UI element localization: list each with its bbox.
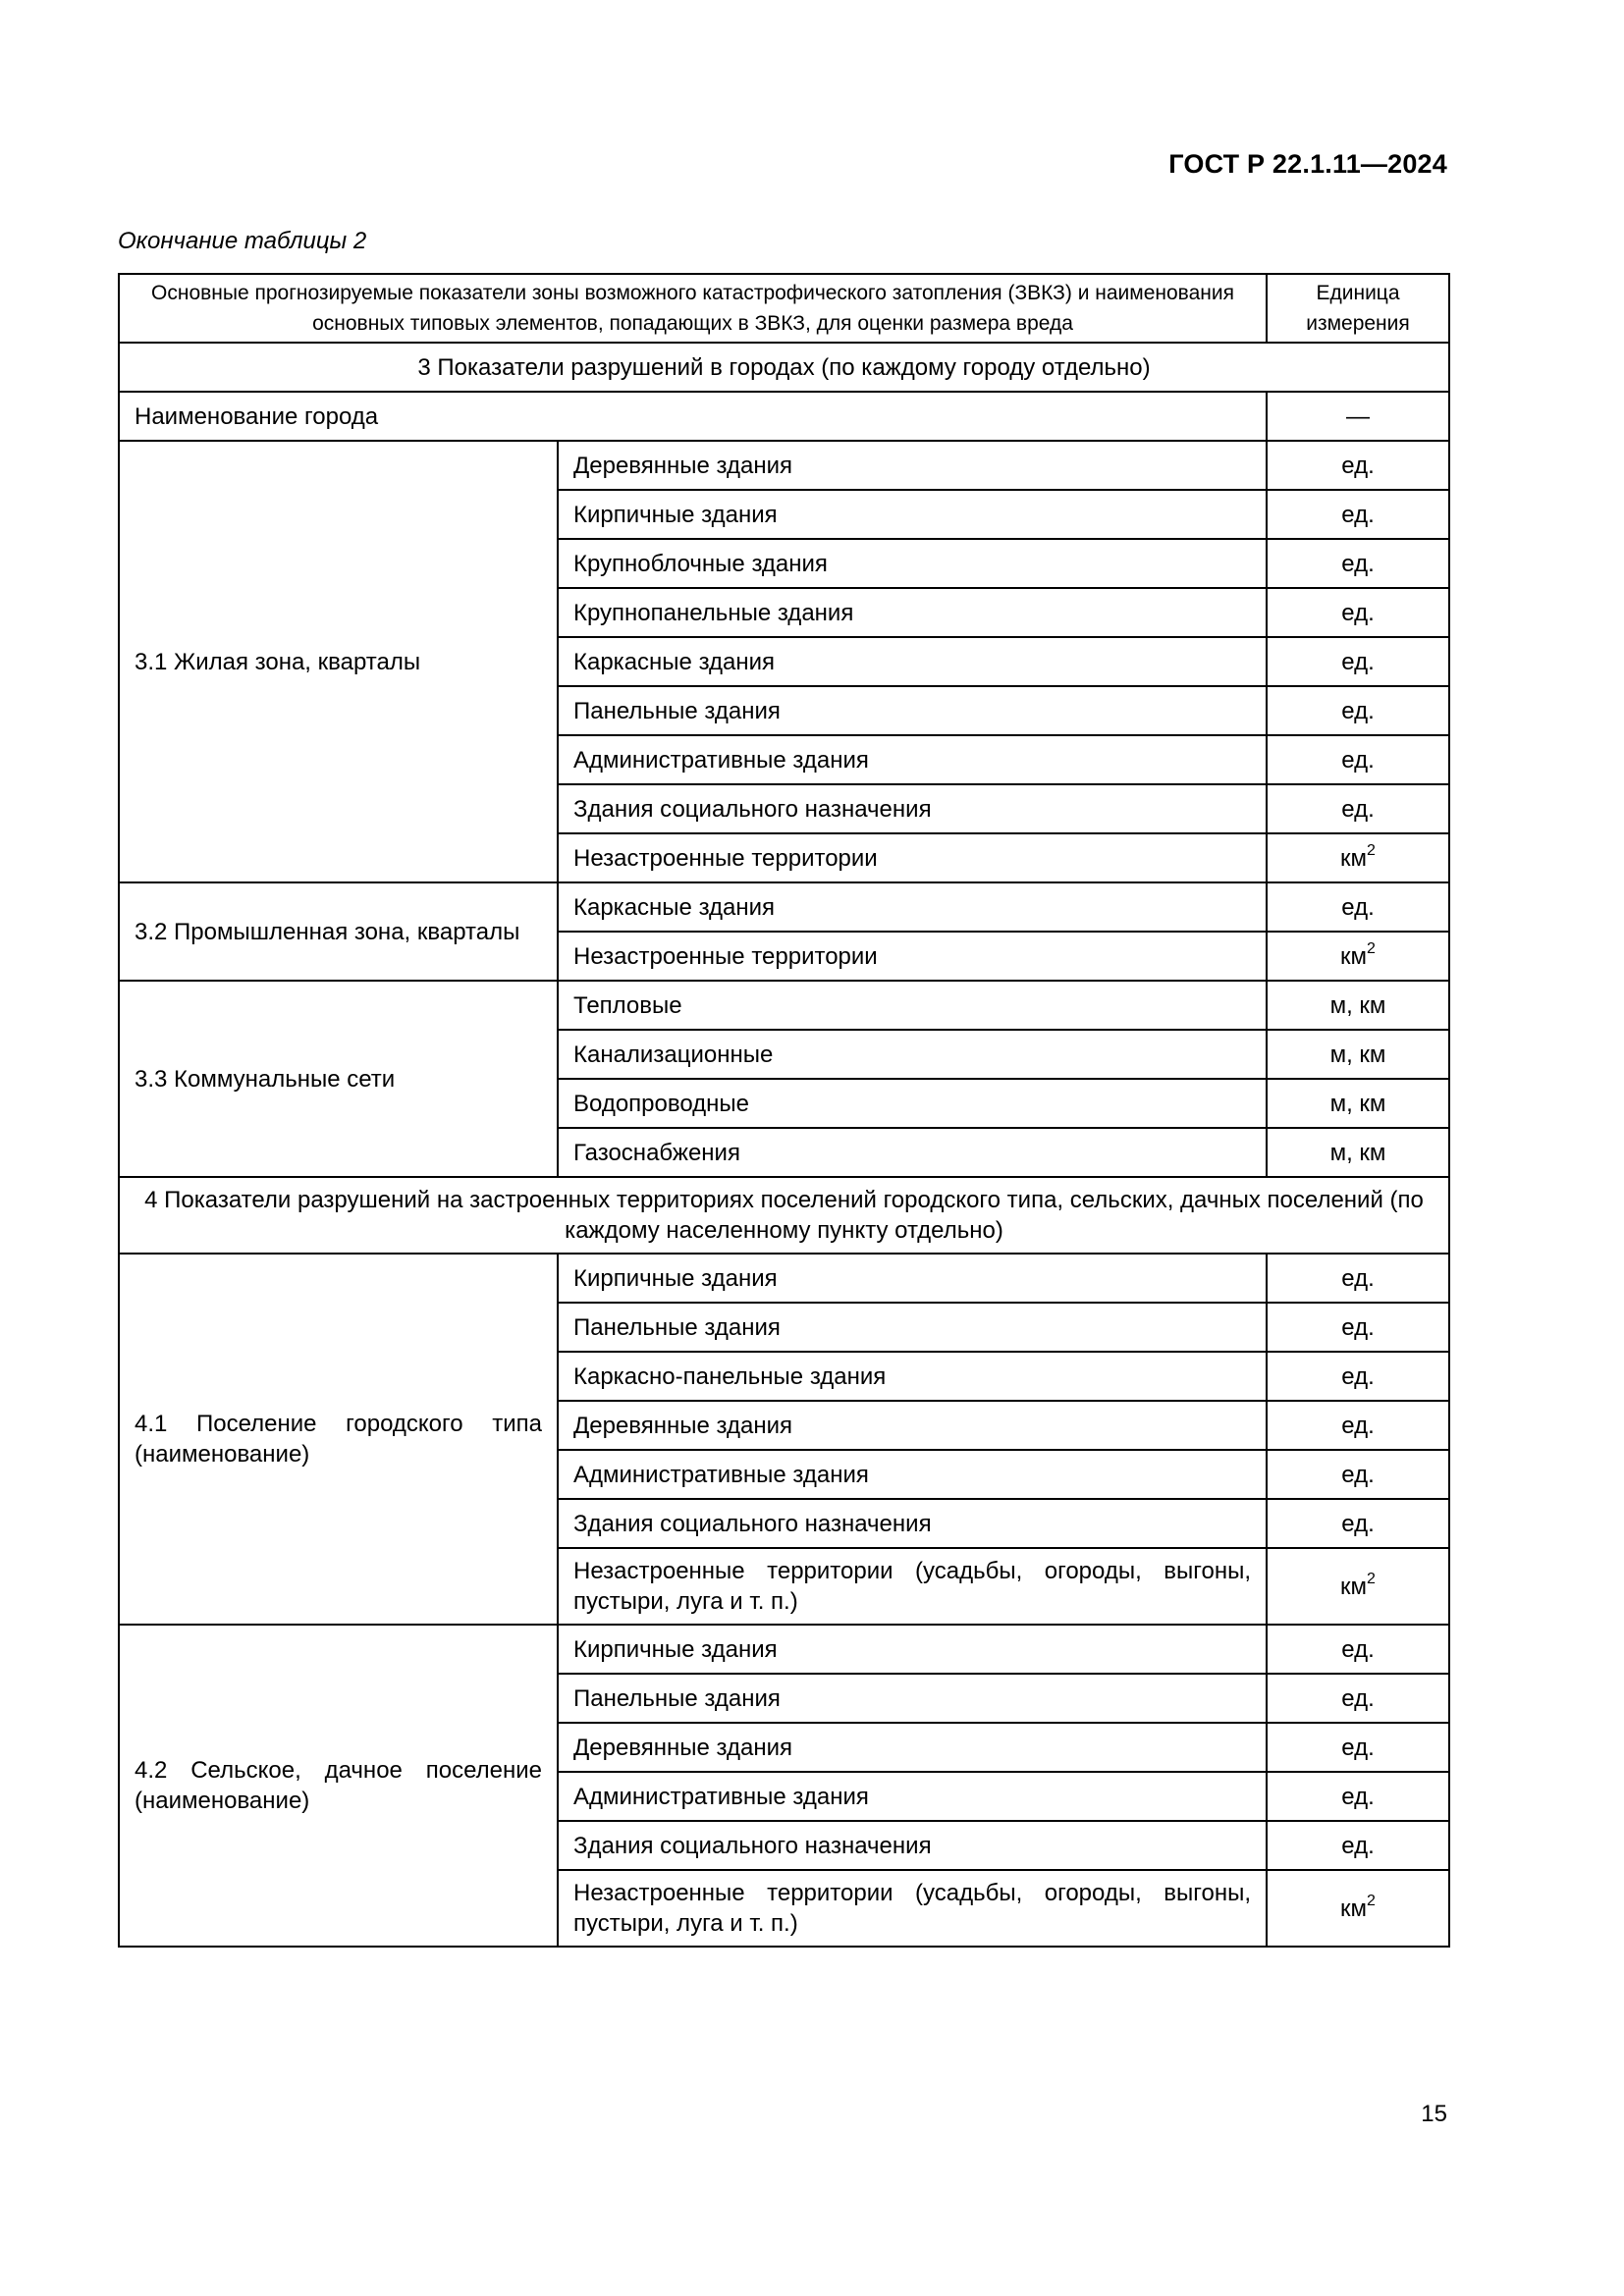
unit-cell: [1267, 932, 1449, 981]
unit-text: ед.: [1341, 1412, 1375, 1439]
element-name-cell: Здания социального назначения: [558, 1821, 1267, 1870]
element-name-cell: Незастроенные территории (усадьбы, огороды, выгоны, пустыри, луга и т. п.): [558, 1870, 1267, 1947]
unit-cell: [1267, 1772, 1449, 1821]
element-name-cell: Газоснабжения: [558, 1128, 1267, 1177]
unit-cell: [1267, 490, 1449, 539]
unit-text: ед.: [1341, 648, 1375, 675]
table-row: [119, 441, 1449, 490]
element-name-cell: Административные здания: [558, 1772, 1267, 1821]
table-header-row: [119, 274, 1449, 343]
unit-superscript: 2: [1367, 1570, 1376, 1587]
group-label: 3.3 Коммунальные сети: [119, 981, 558, 1177]
group-label: 3.2 Промышленная зона, кварталы: [119, 882, 558, 981]
unit-cell: [1267, 1674, 1449, 1723]
unit-cell: [1267, 882, 1449, 932]
table-row: [119, 1625, 1449, 1674]
unit-cell: [1267, 1548, 1449, 1625]
element-name-cell: Панельные здания: [558, 1674, 1267, 1723]
element-name-cell: Здания социального назначения: [558, 784, 1267, 833]
element-name-cell: Деревянные здания: [558, 1401, 1267, 1450]
unit-cell: [1267, 1303, 1449, 1352]
group-label: 4.2 Сельское, дачное поселение (наименование): [119, 1625, 558, 1947]
unit-text: ед.: [1341, 1461, 1375, 1488]
unit-cell: [1267, 637, 1449, 686]
unit-text: ед.: [1341, 1510, 1375, 1537]
city-name-cell: Наименование города: [119, 392, 1267, 441]
unit-cell: [1267, 1870, 1449, 1947]
unit-text: ед.: [1341, 1362, 1375, 1390]
unit-cell: [1267, 784, 1449, 833]
element-name-cell: Каркасно-панельные здания: [558, 1352, 1267, 1401]
unit-text: ед.: [1341, 1635, 1375, 1663]
unit-cell: [1267, 1723, 1449, 1772]
element-name-cell: Здания социального назначения: [558, 1499, 1267, 1548]
table-body: [119, 274, 1449, 1947]
unit-text: ед.: [1341, 501, 1375, 528]
unit-text: ед.: [1341, 1832, 1375, 1859]
column-header-indicators: Основные прогнозируемые показатели зоны возможного катастрофического затопления (ЗВКЗ) и наименования основных типовых элементов, попадающих в ЗВКЗ, для оценки размера вреда: [119, 274, 1267, 343]
unit-cell: [1267, 686, 1449, 735]
element-name-cell: Административные здания: [558, 735, 1267, 784]
element-name-cell: Тепловые: [558, 981, 1267, 1030]
table-row: [119, 1254, 1449, 1303]
unit-text: ед.: [1341, 1264, 1375, 1292]
unit-cell: [1267, 1030, 1449, 1079]
unit-text: км: [1340, 942, 1368, 970]
element-name-cell: Водопроводные: [558, 1079, 1267, 1128]
table-row: [119, 392, 1449, 441]
unit-text: м, км: [1329, 991, 1386, 1019]
unit-text: ед.: [1341, 1313, 1375, 1341]
unit-text: м, км: [1329, 1139, 1386, 1166]
element-name-cell: Незастроенные территории: [558, 932, 1267, 981]
unit-text: км: [1340, 844, 1368, 872]
unit-cell: [1267, 588, 1449, 637]
element-name-cell: Кирпичные здания: [558, 1254, 1267, 1303]
unit-cell: [1267, 833, 1449, 882]
section-heading: 3 Показатели разрушений в городах (по каждому городу отдельно): [119, 343, 1449, 392]
unit-text: ед.: [1341, 893, 1375, 921]
unit-cell: [1267, 539, 1449, 588]
unit-text: км: [1340, 1895, 1368, 1922]
element-name-cell: Панельные здания: [558, 1303, 1267, 1352]
element-name-cell: Панельные здания: [558, 686, 1267, 735]
unit-cell: [1267, 1254, 1449, 1303]
unit-cell: —: [1267, 392, 1449, 441]
section-heading: 4 Показатели разрушений на застроенных территориях поселений городского типа, сельских, дачных поселений (по каждому населенному пункту отдельно): [119, 1177, 1449, 1254]
element-name-cell: Деревянные здания: [558, 1723, 1267, 1772]
element-name-cell: Деревянные здания: [558, 441, 1267, 490]
section-row: [119, 343, 1449, 392]
unit-cell: [1267, 1079, 1449, 1128]
unit-text: м, км: [1329, 1041, 1386, 1068]
unit-cell: [1267, 735, 1449, 784]
element-name-cell: Канализационные: [558, 1030, 1267, 1079]
unit-cell: [1267, 1821, 1449, 1870]
element-name-cell: Крупнопанельные здания: [558, 588, 1267, 637]
element-name-cell: Административные здания: [558, 1450, 1267, 1499]
table-caption: Окончание таблицы 2: [118, 228, 367, 254]
unit-cell: [1267, 441, 1449, 490]
unit-superscript: 2: [1367, 939, 1376, 957]
unit-text: ед.: [1341, 795, 1375, 823]
unit-cell: [1267, 1401, 1449, 1450]
element-name-cell: Крупноблочные здания: [558, 539, 1267, 588]
unit-cell: [1267, 1450, 1449, 1499]
unit-text: ед.: [1341, 1684, 1375, 1712]
element-name-cell: Незастроенные территории: [558, 833, 1267, 882]
unit-superscript: 2: [1367, 1892, 1376, 1909]
unit-text: ед.: [1341, 550, 1375, 577]
unit-text: м, км: [1329, 1090, 1386, 1117]
table-row: [119, 981, 1449, 1030]
group-label: 3.1 Жилая зона, кварталы: [119, 441, 558, 882]
unit-text: ед.: [1341, 599, 1375, 626]
page-number: 15: [1421, 2101, 1447, 2127]
unit-text: км: [1340, 1573, 1368, 1600]
unit-cell: [1267, 981, 1449, 1030]
unit-text: ед.: [1341, 1783, 1375, 1810]
unit-cell: [1267, 1352, 1449, 1401]
element-name-cell: Незастроенные территории (усадьбы, огороды, выгоны, пустыри, луга и т. п.): [558, 1548, 1267, 1625]
unit-superscript: 2: [1367, 841, 1376, 859]
indicators-table: [118, 273, 1450, 1948]
unit-cell: [1267, 1128, 1449, 1177]
unit-text: ед.: [1341, 452, 1375, 479]
unit-cell: [1267, 1625, 1449, 1674]
element-name-cell: Кирпичные здания: [558, 1625, 1267, 1674]
section-row: [119, 1177, 1449, 1254]
document-code: ГОСТ Р 22.1.11—2024: [1168, 149, 1447, 179]
element-name-cell: Кирпичные здания: [558, 490, 1267, 539]
column-header-unit: Единица измерения: [1267, 274, 1449, 343]
element-name-cell: Каркасные здания: [558, 882, 1267, 932]
unit-text: ед.: [1341, 697, 1375, 724]
table-row: [119, 882, 1449, 932]
group-label: 4.1 Поселение городского типа (наименование): [119, 1254, 558, 1625]
unit-text: ед.: [1341, 746, 1375, 774]
element-name-cell: Каркасные здания: [558, 637, 1267, 686]
unit-text: ед.: [1341, 1734, 1375, 1761]
unit-cell: [1267, 1499, 1449, 1548]
